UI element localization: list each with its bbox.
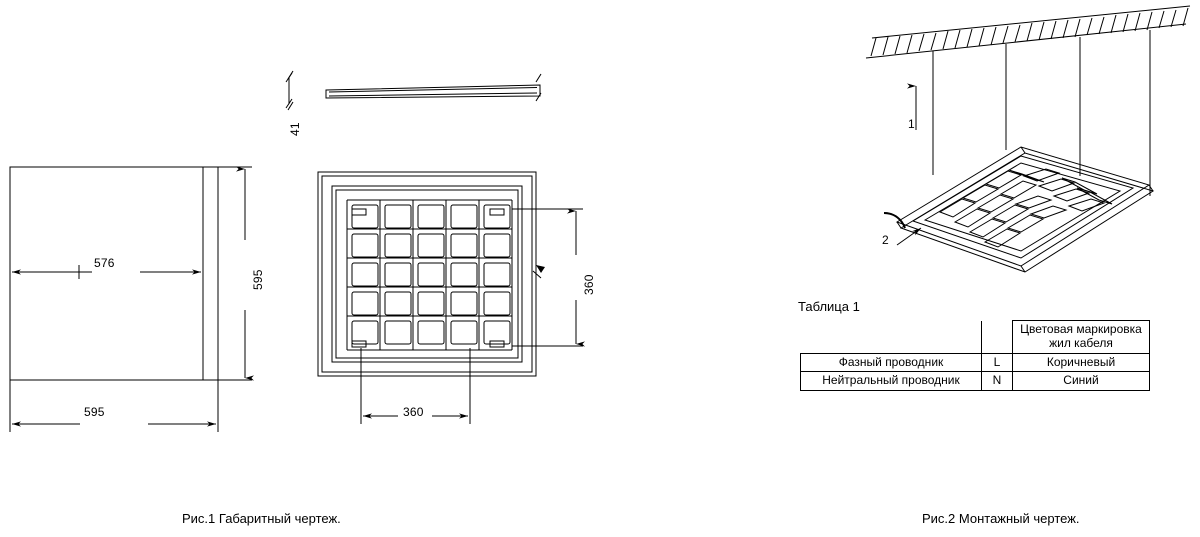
table-row: [801, 372, 1150, 391]
callout-label-1: 1: [908, 117, 915, 131]
dimension-label-360-width: 360: [403, 405, 424, 419]
dimension-label-360-height: 360: [582, 274, 596, 295]
row-neutral-color: Синий: [1013, 372, 1150, 391]
led-cell-grid: [347, 200, 512, 350]
table-header-blank-symbol: [982, 321, 1013, 354]
dimension-label-595-height: 595: [251, 269, 265, 290]
mounting-ceiling: [866, 6, 1190, 58]
row-neutral-symbol: N: [982, 372, 1013, 391]
dimension-label-576: 576: [94, 256, 115, 270]
cable-marking-table: [800, 320, 1150, 391]
front-view-panel: [10, 167, 218, 380]
grid-view-panel: [318, 172, 545, 376]
suspension-cables: [933, 30, 1150, 196]
figure-1-caption: Рис.1 Габаритный чертеж.: [182, 511, 341, 526]
row-phase-name: Фазный проводник: [801, 353, 982, 372]
row-phase-color: Коричневый: [1013, 353, 1150, 372]
callout-label-2: 2: [882, 233, 889, 247]
dimension-360-height: [512, 209, 583, 346]
row-neutral-name: Нейтральный проводник: [801, 372, 982, 391]
color-marking-line-1: Цветовая маркировка: [1020, 322, 1142, 336]
dimension-label-595-width: 595: [84, 405, 105, 419]
table-row: [801, 353, 1150, 372]
figure-2-caption: Рис.2 Монтажный чертеж.: [922, 511, 1080, 526]
dimension-595-width: [10, 380, 218, 432]
row-phase-symbol: L: [982, 353, 1013, 372]
table-header-color-marking: [1013, 321, 1150, 354]
color-marking-line-2: жил кабеля: [1049, 335, 1113, 350]
luminaire-isometric: [884, 147, 1153, 272]
table-title: Таблица 1: [798, 299, 860, 314]
dimension-label-41: 41: [288, 122, 302, 136]
dimension-595-height: [218, 167, 252, 380]
table-header-blank: [801, 321, 982, 354]
table-header-row: [801, 321, 1150, 354]
side-view-panel: [286, 71, 541, 110]
